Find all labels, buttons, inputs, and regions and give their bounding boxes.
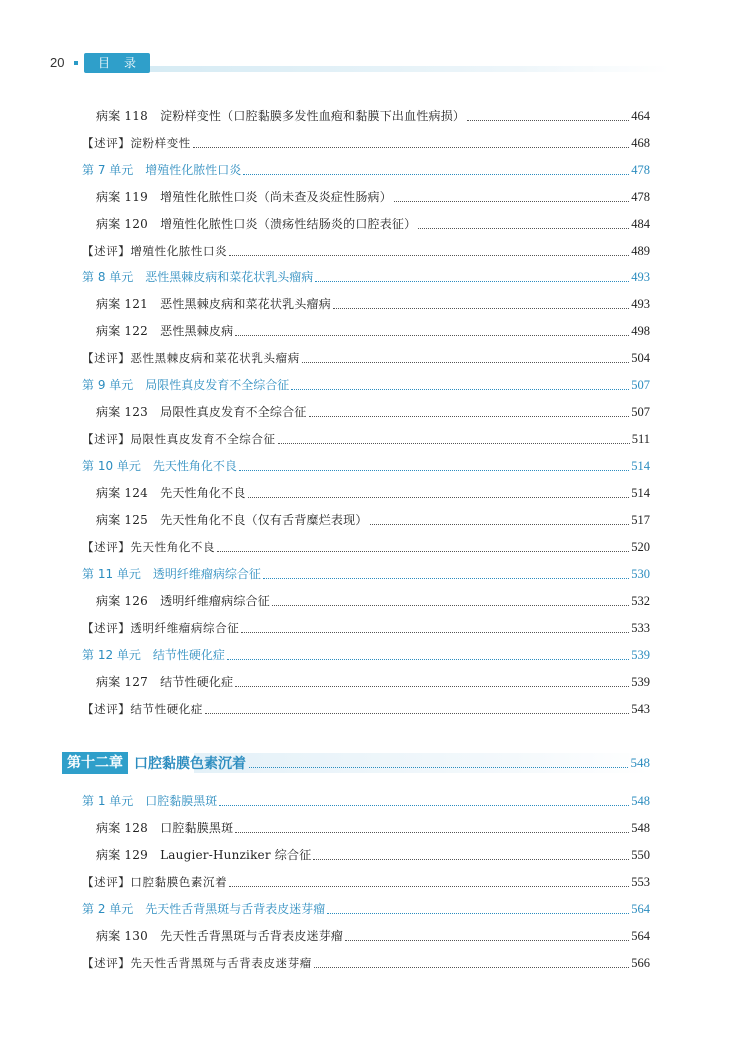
toc-case-entry[interactable]: [82, 107, 650, 125]
toc-case-entry[interactable]: [82, 819, 650, 837]
toc-review-entry[interactable]: [82, 538, 650, 556]
leader-dots: [291, 389, 629, 390]
header-bullet: [74, 61, 78, 65]
toc-unit-entry[interactable]: [82, 646, 650, 664]
leader-dots: [205, 713, 629, 714]
toc-case-entry[interactable]: [82, 846, 650, 864]
page-number: 20: [50, 55, 65, 70]
leader-dots: [248, 497, 630, 498]
entry-page: 468: [631, 136, 650, 150]
entry-label: 第 12 单元 结节性硬化症: [82, 648, 225, 662]
entry-label: 病案 119 增殖性化脓性口炎（尚未查及炎症性肠病）: [96, 190, 392, 204]
entry-page: 566: [631, 956, 650, 970]
toc-review-entry[interactable]: [82, 242, 650, 260]
toc-unit-entry[interactable]: [82, 161, 650, 179]
entry-label: 第 2 单元 先天性舌背黑斑与舌背表皮迷芽瘤: [82, 902, 326, 916]
leader-dots: [333, 308, 629, 309]
entry-label: 病案 124 先天性角化不良: [96, 486, 246, 500]
header-band: [150, 66, 670, 72]
entry-page: 530: [631, 567, 650, 581]
leader-dots: [229, 255, 629, 256]
entry-label: 第 8 单元 恶性黑棘皮病和菜花状乳头瘤病: [82, 270, 314, 284]
entry-page: 493: [631, 297, 650, 311]
toc-case-entry[interactable]: [82, 322, 650, 340]
entry-label: 【述评】淀粉样变性: [82, 136, 191, 150]
leader-dots: [370, 524, 630, 525]
leader-dots: [313, 859, 629, 860]
leader-dots: [263, 578, 629, 579]
leader-dots: [193, 147, 629, 148]
entry-label: 病案 129 Laugier-Hunziker 综合征: [96, 848, 312, 862]
entry-label: 病案 128 口腔黏膜黑斑: [96, 821, 234, 835]
entry-label: 第 7 单元 增殖性化脓性口炎: [82, 163, 242, 177]
toc-unit-entry[interactable]: [82, 457, 650, 475]
entry-page: 464: [631, 109, 650, 123]
entry-label: 病案 127 结节性硬化症: [96, 675, 234, 689]
leader-dots: [467, 120, 629, 121]
leader-dots: [239, 470, 629, 471]
toc-unit-entry[interactable]: [82, 792, 650, 810]
leader-dots: [219, 805, 629, 806]
entry-page: 507: [631, 378, 650, 392]
leader-dots: [241, 632, 629, 633]
chapter-band: [194, 753, 649, 773]
entry-label: 病案 130 先天性舌背黑斑与舌背表皮迷芽瘤: [96, 929, 344, 943]
toc-review-entry[interactable]: [82, 700, 650, 718]
entry-page: 539: [631, 675, 650, 689]
toc-review-entry[interactable]: [82, 349, 650, 367]
leader-dots: [394, 201, 629, 202]
toc-review-entry[interactable]: [82, 873, 650, 891]
entry-label: 【述评】增殖性化脓性口炎: [82, 244, 228, 258]
toc-unit-entry[interactable]: [82, 268, 650, 286]
section-tab: 目录: [84, 53, 150, 73]
entry-page: 553: [631, 875, 650, 889]
chapter-title: 口腔黏膜色素沉着: [134, 756, 246, 772]
page-header: [0, 52, 730, 76]
entry-page: 548: [631, 794, 650, 808]
leader-dots: [418, 228, 629, 229]
entry-page: 489: [631, 244, 650, 258]
leader-dots: [315, 281, 629, 282]
entry-page: 543: [631, 702, 650, 716]
entry-label: 【述评】口腔黏膜色素沉着: [82, 875, 228, 889]
entry-page: 539: [631, 648, 650, 662]
entry-label: 【述评】局限性真皮发育不全综合征: [82, 432, 276, 446]
toc-case-entry[interactable]: [82, 215, 650, 233]
toc-review-entry[interactable]: [82, 134, 650, 152]
entry-page: 478: [631, 163, 650, 177]
toc-case-entry[interactable]: [82, 295, 650, 313]
entry-label: 病案 125 先天性角化不良（仅有舌背糜烂表现）: [96, 513, 368, 527]
entry-page: 533: [631, 621, 650, 635]
toc-unit-entry[interactable]: [82, 565, 650, 583]
entry-label: 【述评】结节性硬化症: [82, 702, 203, 716]
entry-page: 493: [631, 270, 650, 284]
entry-page: 478: [631, 190, 650, 204]
entry-label: 病案 118 淀粉样变性（口腔黏膜多发性血疱和黏膜下出血性病损）: [96, 109, 466, 123]
toc-case-entry[interactable]: [82, 511, 650, 529]
toc-case-entry[interactable]: [82, 673, 650, 691]
leader-dots: [243, 174, 629, 175]
leader-dots: [314, 967, 629, 968]
leader-dots: [309, 416, 630, 417]
toc-case-entry[interactable]: [82, 403, 650, 421]
toc-review-entry[interactable]: [82, 430, 650, 448]
leader-dots: [327, 913, 629, 914]
entry-page: 564: [631, 929, 650, 943]
entry-label: 病案 121 恶性黑棘皮病和菜花状乳头瘤病: [96, 297, 331, 311]
entry-label: 病案 126 透明纤维瘤病综合征: [96, 594, 270, 608]
leader-dots: [235, 832, 629, 833]
entry-label: 【述评】先天性舌背黑斑与舌背表皮迷芽瘤: [82, 956, 312, 970]
entry-label: 第 10 单元 先天性角化不良: [82, 459, 237, 473]
toc-case-entry[interactable]: [82, 927, 650, 945]
entry-label: 第 11 单元 透明纤维瘤病综合征: [82, 567, 261, 581]
leader-dots: [302, 362, 629, 363]
toc-case-entry[interactable]: [82, 592, 650, 610]
entry-page: 517: [631, 513, 650, 527]
entry-page: 520: [631, 540, 650, 554]
entry-page: 484: [631, 217, 650, 231]
chapter-page: 548: [630, 755, 650, 770]
leader-dots: [278, 443, 630, 444]
leader-dots: [235, 686, 629, 687]
entry-label: 【述评】透明纤维瘤病综合征: [82, 621, 240, 635]
entry-page: 511: [631, 432, 650, 446]
toc-review-entry[interactable]: [82, 619, 650, 637]
toc-case-entry[interactable]: [82, 188, 650, 206]
leader-dots: [217, 551, 629, 552]
entry-label: 病案 122 恶性黑棘皮病: [96, 324, 234, 338]
entry-page: 532: [631, 594, 650, 608]
toc-unit-entry[interactable]: [82, 376, 650, 394]
leader-dots: [235, 335, 629, 336]
entry-page: 564: [631, 902, 650, 916]
toc-case-entry[interactable]: [82, 484, 650, 502]
entry-page: 548: [631, 821, 650, 835]
entry-page: 498: [631, 324, 650, 338]
leader-dots: [227, 659, 629, 660]
chapter-heading[interactable]: [62, 751, 650, 775]
entry-page: 507: [631, 405, 650, 419]
entry-page: 514: [631, 459, 650, 473]
entry-page: 504: [631, 351, 650, 365]
leader-dots: [229, 886, 629, 887]
toc-unit-entry[interactable]: [82, 900, 650, 918]
entry-label: 【述评】恶性黑棘皮病和菜花状乳头瘤病: [82, 351, 300, 365]
chapter-badge: 第十二章: [62, 752, 128, 774]
leader-dots: [272, 605, 629, 606]
toc-review-entry[interactable]: [82, 954, 650, 972]
entry-page: 550: [631, 848, 650, 862]
leader-dots: [249, 767, 628, 768]
entry-label: 第 9 单元 局限性真皮发育不全综合征: [82, 378, 290, 392]
entry-page: 514: [631, 486, 650, 500]
entry-label: 病案 120 增殖性化脓性口炎（溃疡性结肠炎的口腔表征）: [96, 217, 417, 231]
entry-label: 第 1 单元 口腔黏膜黑斑: [82, 794, 218, 808]
entry-label: 【述评】先天性角化不良: [82, 540, 216, 554]
entry-label: 病案 123 局限性真皮发育不全综合征: [96, 405, 307, 419]
leader-dots: [345, 940, 629, 941]
